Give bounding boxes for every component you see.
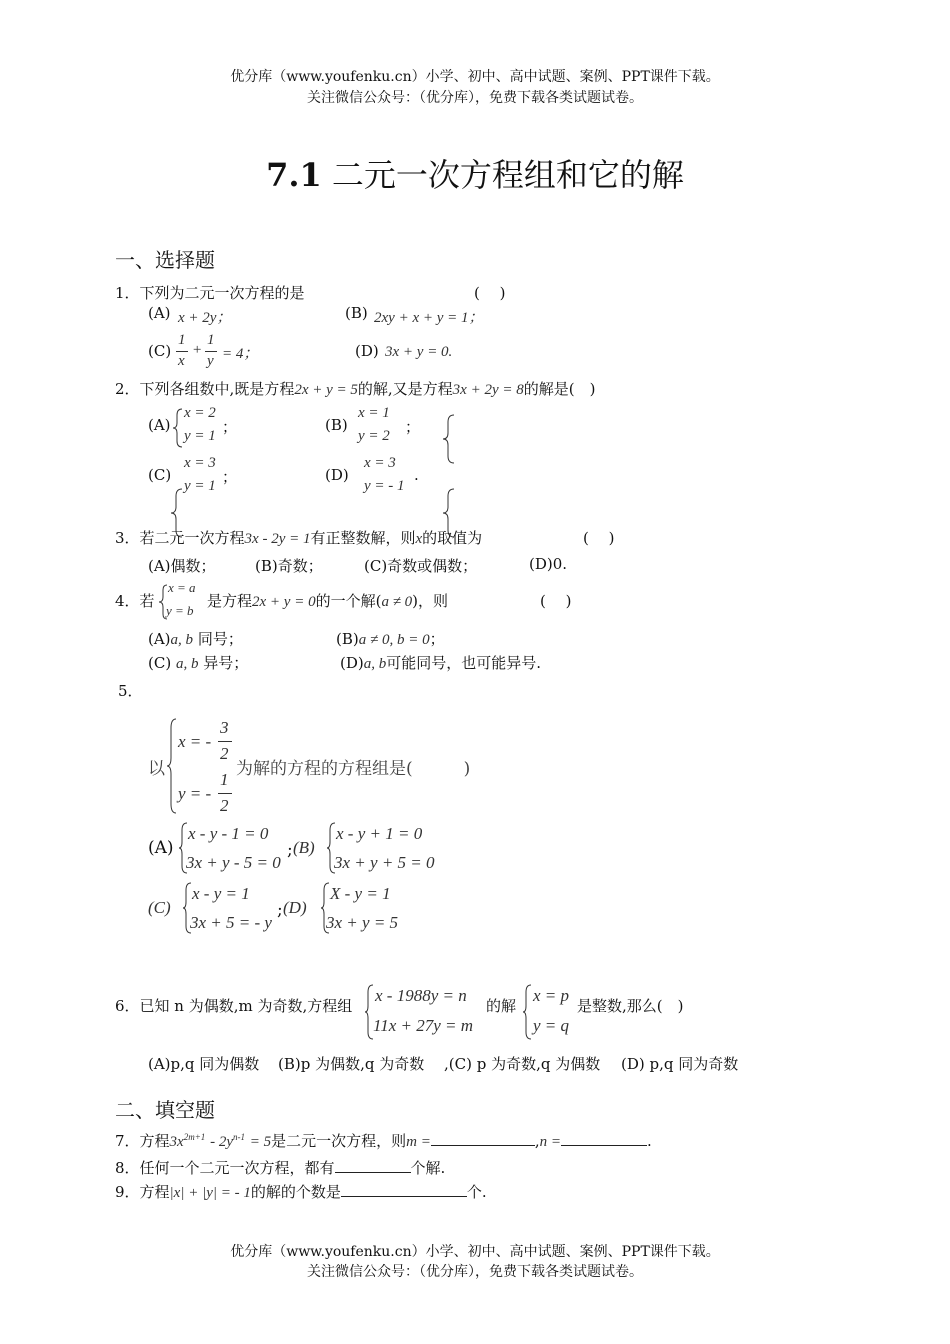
q3-stem-a: 3．若二元一次方程 (115, 529, 245, 547)
q4-sys-line2: y = b (166, 603, 194, 618)
page-title (0, 150, 950, 196)
title-number: 7.1 (266, 156, 322, 194)
q5-mid: 为解的方程的方程组是( ) (236, 759, 471, 779)
q4-stem-c: 的一个解( (315, 592, 382, 610)
q2-b-brace (442, 414, 456, 464)
q4-d-math: a, b (363, 656, 387, 672)
q2-a-semi: ； (222, 418, 238, 436)
q4-b-text: ； (429, 630, 445, 648)
q5-lead: 以 (148, 759, 165, 779)
q7-end: . (647, 1132, 652, 1150)
q1-c-fracbar2 (205, 351, 217, 352)
q5-x-num: 3 (220, 718, 229, 737)
q2-stem-a: 2．下列各组数中,既是方程 (115, 380, 295, 398)
q3-paren: ( ) (583, 529, 615, 547)
q1-c-num1: 1 (178, 332, 186, 348)
q4-c-text: 异号； (203, 654, 249, 672)
q2-stem-part1 (115, 378, 595, 399)
q4-b-math: a ≠ 0, b = 0 (358, 632, 430, 648)
q2-d-dot: . (414, 466, 419, 484)
q1-paren: ( ) (474, 284, 506, 302)
q3-option-c: (C)奇数或偶数； (364, 557, 478, 575)
q4-a-math: a, b (170, 632, 194, 648)
q4-option-d (340, 652, 541, 673)
q3-stem-b: 有正整数解，则 (310, 529, 416, 547)
q6-option-b: (B)p 为偶数,q 为奇数 (278, 1055, 425, 1073)
q3-option-b: (B)奇数； (255, 557, 323, 575)
q7-comma: , (534, 1132, 540, 1150)
q4-option-b (336, 628, 445, 649)
q9-end: 个. (466, 1183, 487, 1201)
q5-x-lhs: x = - (178, 732, 212, 751)
q2-option-b-label: (B) (325, 416, 348, 434)
q5-d-line1: X - y = 1 (330, 884, 391, 903)
q1-option-d-label: (D) (355, 342, 379, 360)
q4-paren: ( ) (540, 592, 572, 610)
q6-option-a: (A)p,q 同为偶数 (148, 1055, 260, 1073)
q3-var: x (415, 531, 423, 547)
q1-c-plus: + (192, 342, 203, 358)
q5-x-fracbar (218, 741, 232, 742)
q4-cond: a ≠ 0 (381, 594, 413, 610)
q5-y-fracbar (218, 793, 232, 794)
q5-c-line1: x - y = 1 (192, 884, 250, 903)
header-line-1: 优分库（www.youfenku.cn）小学、初中、高中试题、案例、PPT课件下载。 (230, 69, 720, 85)
q7-stem-b: 是二元一次方程，则 (271, 1132, 407, 1150)
q7-exp2: n-1 (232, 1132, 245, 1142)
q7-rest: = 5 (249, 1134, 272, 1150)
q1-option-b-math: 2xy + x + y = 1； (374, 310, 484, 326)
q3-stem-c: 的取值为 (422, 529, 483, 547)
q2-b-line2: y = 2 (358, 428, 390, 444)
q4-sys-line1: x = a (168, 580, 196, 595)
q5-option-d-label: (D) (283, 898, 307, 917)
q2-a-line2: y = 1 (184, 428, 216, 444)
q5-option-a-label: (A) (148, 838, 174, 858)
q6-stem-a: 6．已知 n 为偶数,m 为奇数,方程组 (115, 997, 353, 1015)
q4-stem-rest (207, 590, 448, 611)
q1-option-d-math: 3x + y = 0. (385, 344, 453, 360)
q2-stem-b: 的解,又是方程 (357, 380, 453, 398)
q4-c-math: a, b (175, 656, 199, 672)
q5-y-lhs: y = - (178, 784, 212, 803)
q2-option-a-label: (A) (148, 416, 171, 434)
header-line-2: 关注微信公众号：（优分库），免费下载各类试题试卷。 (307, 90, 643, 106)
title-text: 二元一次方程组和它的解 (331, 156, 684, 194)
q7-base1: 3x (169, 1134, 184, 1150)
q5-a-line2: 3x + y - 5 = 0 (186, 853, 281, 872)
q4-a-label: (A) (148, 630, 171, 648)
q2-a-line1: x = 2 (184, 405, 216, 421)
q6-sol-line2: y = q (533, 1016, 570, 1035)
footer-line-1: 优分库（www.youfenku.cn）小学、初中、高中试题、案例、PPT课件下载。 (230, 1244, 720, 1260)
q4-stem-d: )，则 (412, 592, 449, 610)
q5-option-c-label: (C) (148, 898, 171, 917)
q9-mid: 的解的个数是 (250, 1183, 341, 1201)
q1-c-num2: 1 (207, 332, 215, 348)
footer-line-2: 关注微信公众号：（优分库），免费下载各类试题试卷。 (307, 1264, 643, 1280)
q6-sol-brace (522, 984, 532, 1040)
q6-sol-line1: x = p (533, 986, 570, 1005)
q6-option-c: ,(C) p 为奇数,q 为偶数 (444, 1055, 601, 1073)
q7-n-blank[interactable] (561, 1131, 647, 1146)
q6-stem-b: 的解 (486, 997, 517, 1015)
q3-stem (115, 527, 482, 548)
q2-b-line1: x = 1 (358, 405, 390, 421)
q4-eq: 2x + y = 0 (252, 594, 316, 610)
q4-stem-b: 是方程 (207, 592, 253, 610)
q1-c-rest: = 4； (222, 346, 259, 362)
q7-m-blank[interactable] (431, 1131, 535, 1146)
q5-y-num: 1 (220, 770, 229, 789)
q7-exp1: 2m+1 (183, 1132, 206, 1142)
q2-c-line1: x = 3 (184, 455, 216, 471)
q4-stem-a: 4．若 (115, 592, 155, 610)
q6-stem-c: 是整数,那么( ) (577, 997, 684, 1015)
q4-option-a (148, 628, 243, 649)
q5-a-line1: x - y - 1 = 0 (188, 824, 269, 843)
q6-sys-line2: 11x + 27y = m (373, 1016, 474, 1035)
q7-stem-a: 7．方程 (115, 1132, 170, 1150)
q1-option-a-math: x + 2y； (178, 310, 232, 326)
q8-stem: 8．任何一个二元一次方程，都有 (115, 1159, 335, 1177)
q5-main-brace (166, 718, 178, 814)
section-heading-choice: 一、选择题 (115, 248, 215, 272)
q4-option-c (148, 652, 248, 673)
q2-eq2: 3x + 2y = 8 (452, 382, 524, 398)
q2-c-line2: y = 1 (184, 478, 216, 494)
q2-a-brace (172, 408, 184, 448)
q2-d-line2: y = - 1 (364, 478, 405, 494)
q1-option-a-label: (A) (148, 304, 171, 322)
q9-line (115, 1181, 487, 1202)
q1-c-den1: x (178, 353, 185, 369)
q8-end: 个解. (410, 1159, 446, 1177)
q2-option-d-label: (D) (325, 466, 349, 484)
q8-line (115, 1157, 445, 1178)
q5-c-line2: 3x + 5 = - y (190, 913, 272, 932)
q9-stem: 9．方程 (115, 1183, 170, 1201)
q1-c-den2: y (207, 353, 214, 369)
q9-eq: |x| + |y| = - 1 (169, 1185, 251, 1201)
q5-b-line2: 3x + y + 5 = 0 (334, 853, 435, 872)
q5-b-line1: x - y + 1 = 0 (336, 824, 423, 843)
q2-stem-c: 的解是( ) (523, 380, 596, 398)
q2-b-semi: ； (405, 418, 421, 436)
q7-minus: - 2y (210, 1134, 233, 1150)
q4-a-text: 同号； (197, 630, 243, 648)
q2-eq1: 2x + y = 5 (294, 382, 358, 398)
q1-option-b-label: (B) (345, 304, 368, 322)
q7-m-label: m = (406, 1134, 431, 1150)
q5-d-line2: 3x + y = 5 (326, 913, 399, 932)
q4-c-label: (C) (148, 654, 172, 672)
q5-option-b-label: (B) (293, 838, 315, 857)
q9-blank[interactable] (341, 1182, 467, 1197)
q2-option-c-label: (C) (148, 466, 172, 484)
q5-x-den: 2 (220, 744, 229, 763)
q7-n-label: n = (539, 1134, 562, 1150)
q8-blank[interactable] (335, 1158, 411, 1173)
q5-c-semi: ; (277, 900, 283, 920)
q5-y-den: 2 (220, 796, 229, 815)
q6-option-d: (D) p,q 同为奇数 (621, 1055, 739, 1073)
q3-eq: 3x - 2y = 1 (244, 531, 311, 547)
q5-number: 5． (118, 682, 143, 700)
section-heading-fill: 二、填空题 (115, 1098, 215, 1122)
q4-d-text: 可能同号，也可能异号. (386, 654, 542, 672)
q6-sys-line1: x - 1988y = n (375, 986, 467, 1005)
q3-option-d: (D)0. (529, 555, 568, 573)
q1-option-c-label: (C) (148, 342, 172, 360)
q7-line (115, 1130, 652, 1151)
q3-option-a: (A)偶数； (148, 557, 216, 575)
q2-c-semi: ； (222, 468, 238, 486)
q1-stem: 1．下列为二元一次方程的是 (115, 284, 305, 302)
q4-d-label: (D) (340, 654, 364, 672)
q4-b-label: (B) (336, 630, 359, 648)
q2-d-line1: x = 3 (364, 455, 396, 471)
q5-a-semi: ; (287, 840, 293, 860)
q1-c-fracbar1 (176, 351, 188, 352)
